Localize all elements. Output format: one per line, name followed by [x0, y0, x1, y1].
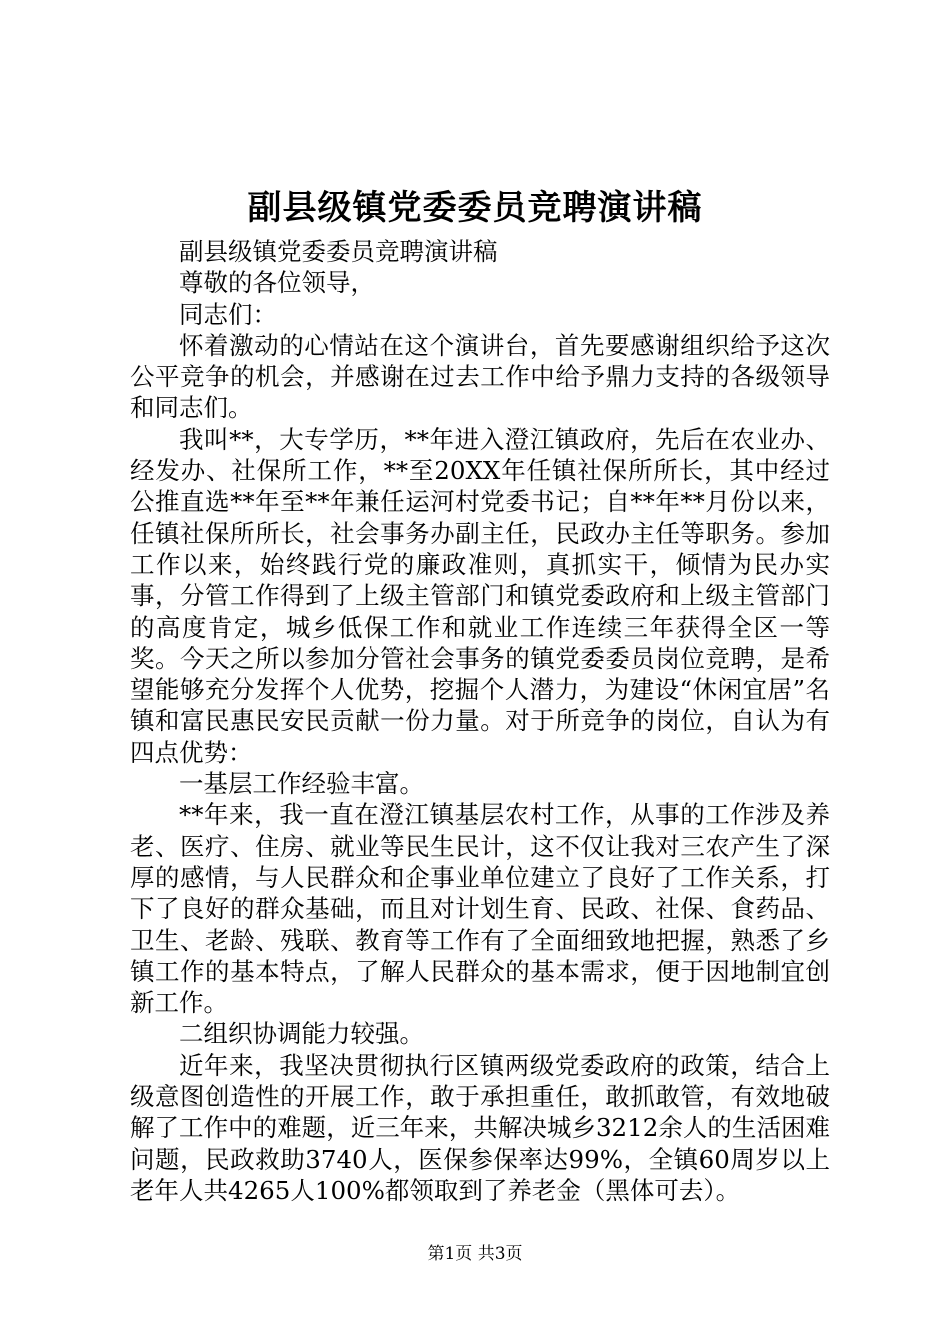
paragraph-introduction: 我叫**，大专学历，**年进入澄江镇政府，先后在农业办、经发办、社保所工作，**至20XX年任镇社保所所长，其中经过公推直选**年至**年兼任运河村党委书记；自**年**月份以来，任镇社保所所长，社会事务办副主任，民政办主任等职务。参加工作以来，始终践行党的廉政准则，真抓实干，倾情为民办实事，分管工作得到了上级主管部门和镇党委政府和上级主管部门的高度肯定，城乡低保工作和就业工作连续三年获得全区一等奖。今天之所以参加分管社会事务的镇党委委员岗位竞聘，是希望能够充分发挥个人优势，挖掘个人潜力，为建设“休闲宜居”名镇和富民惠民安民贡献一份力量。对于所竞争的岗位，自认为有四点优势：	[130, 424, 830, 767]
paragraph-experience: **年来，我一直在澄江镇基层农村工作，从事的工作涉及养老、医疗、住房、就业等民生民计，这不仅让我对三农产生了深厚的感情，与人民群众和企事业单位建立了良好了工作关系，打下了良好的群众基础，而且对计划生育、民政、社保、食药品、卫生、老龄、残联、教育等工作有了全面细致地把握，熟悉了乡镇工作的基本特点，了解人民群众的基本需求，便于因地制宜创新工作。	[130, 800, 830, 1018]
page-title: 副县级镇党委委员竞聘演讲稿	[247, 188, 703, 228]
section-heading-2: 二组织协调能力较强。	[179, 1019, 424, 1049]
section-heading-1: 一基层工作经验丰富。	[179, 769, 424, 799]
paragraph-coordination: 近年来，我坚决贯彻执行区镇两级党委政府的政策，结合上级意图创造性的开展工作，敢于承担重任，敢抓敢管，有效地破解了工作中的难题，近三年来，共解决城乡3212余人的生活困难问题，民政救助3740人，医保参保率达99%，全镇60周岁以上老年人共4265人100%都领取到了养老金（黑体可去）。	[130, 1050, 830, 1205]
salutation-comrades: 同志们：	[179, 299, 277, 329]
page-footer: 第1页 共3页	[427, 1244, 523, 1264]
paragraph-opening: 怀着激动的心情站在这个演讲台，首先要感谢组织给予这次公平竞争的机会，并感谢在过去工作中给予鼎力支持的各级领导和同志们。	[130, 330, 830, 423]
subtitle-line: 副县级镇党委委员竞聘演讲稿	[179, 237, 498, 266]
salutation-leaders: 尊敬的各位领导，	[179, 268, 375, 298]
document-body	[130, 236, 830, 1206]
